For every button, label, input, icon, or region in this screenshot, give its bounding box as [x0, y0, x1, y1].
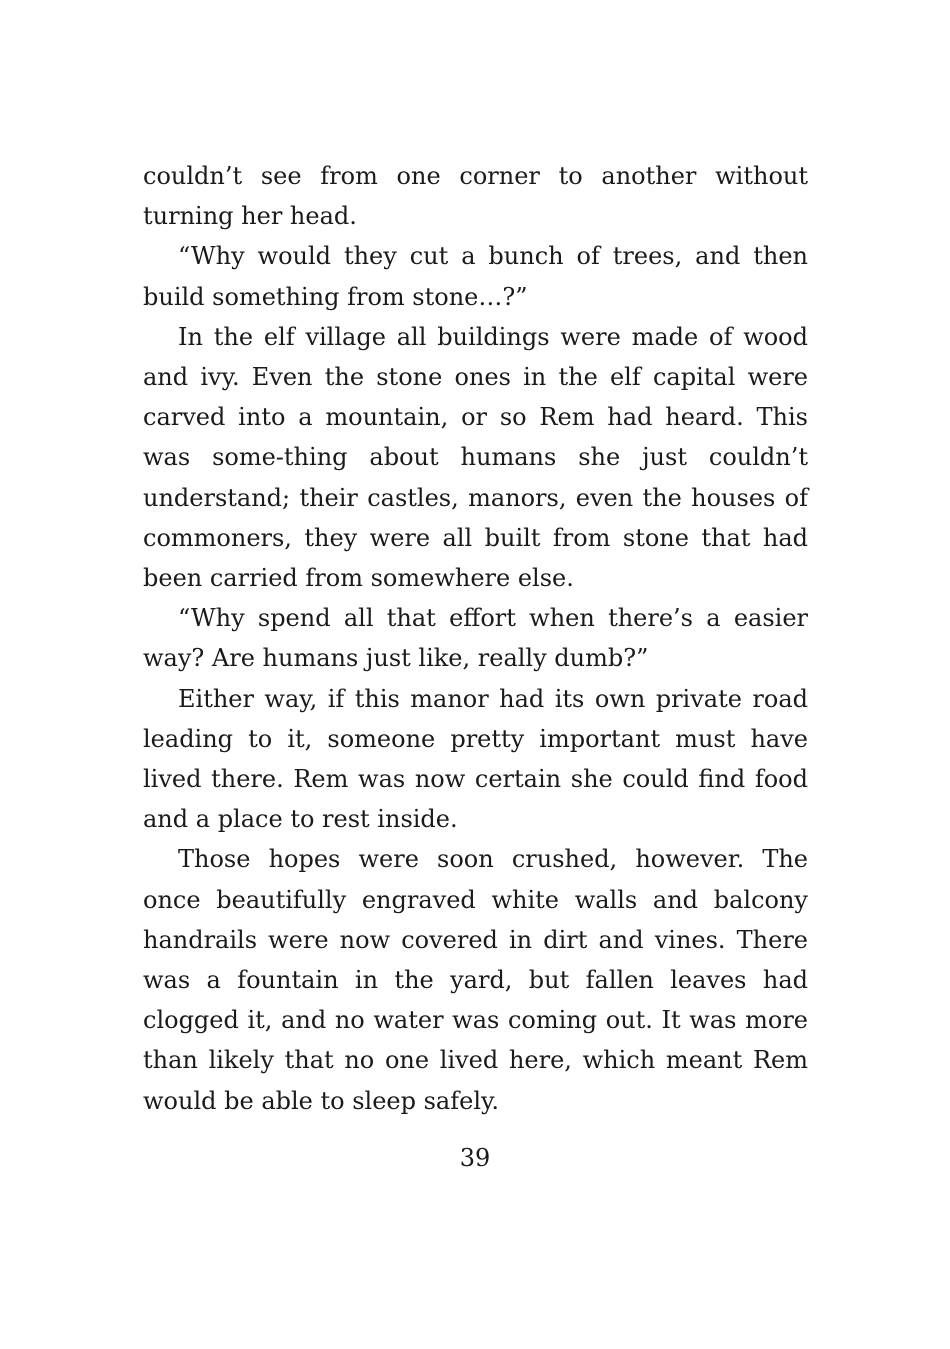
paragraph-dialogue-trees: “Why would they cut a bunch of trees, and then build something from stone…?”	[143, 242, 808, 311]
paragraph-private-road: Either way, if this manor had its own private road leading to it, someone pretty important must have lived there. Rem was now certain she could find food and a place to rest inside.	[143, 684, 808, 834]
paragraph-continuation: couldn’t see from one corner to another without turning her head.	[143, 162, 808, 231]
paragraph-hopes-crushed: Those hopes were soon crushed, however. The once beautifully engraved white walls and balcony handrails were now covered in dirt and vines. There was a fountain in the yard, but fallen leaves had clogged it, and no water was coming out. It was more than likely that no one lived here, which meant Rem would be able to sleep safely.	[143, 845, 808, 1115]
paragraph-elf-village: In the elf village all buildings were made of wood and ivy. Even the stone ones in the elf capital were carved into a mountain, or so Rem had heard. This was some-thing about humans she just couldn’t understand; their castles, manors, even the houses of commoners, they were all built from stone that had been carried from somewhere else.	[143, 322, 808, 593]
body-text	[143, 156, 808, 1121]
page-number: 39	[459, 1144, 491, 1172]
paragraph-dialogue-humans: “Why spend all that effort when there’s a easier way? Are humans just like, really dumb?”	[143, 604, 808, 673]
